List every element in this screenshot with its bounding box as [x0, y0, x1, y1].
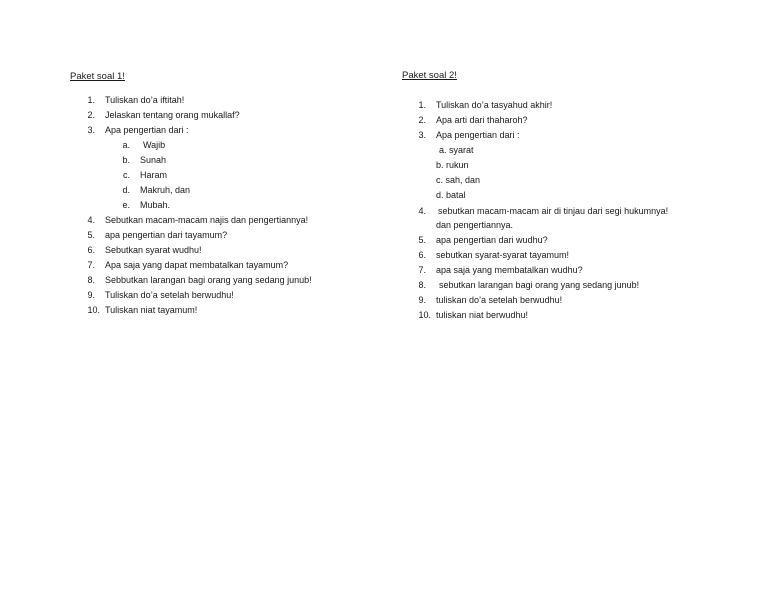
paket-2-title: Paket soal 2!: [402, 70, 457, 81]
paket-soal-2: Paket soal 2! 1. Tuliskan do’a tasyahud akhir! 2. Apa arti dari thaharoh? 3. Apa pengertian dari : a. syarat b. rukun c. sah, dan d. batal 4. sebutkan macam-macam air di tinjau dari segi hukumnya! dan pengertiannya. 5. apa pengertian dari wudhu? 6. sebutkan syarat-syarat tayamum! 7. apa saja yang membatalkan wudhu? 8. sebutkan larangan bagi orang yang sedang junub! 9. tuliskan do’a setelah berwudhu! 10. tuliskan niat berwudhu!: [402, 70, 669, 320]
paket-1-title: Paket soal 1!: [70, 71, 125, 82]
paket-soal-1: Paket soal 1! 1. Tuliskan do’a iftitah! 2. Jelaskan tentang orang mukallaf? 3. Apa pengertian dari : a. Wajib b. Sunah c. Haram d. Makruh, dan e. Mubah. 4. Sebutkan macam-macam najis dan pengertiannya! 5. apa pengertian dari tayamum? 6. Sebutkan syarat wudhu! 7. Apa saja yang dapat membatalkan tayamum? 8. Sebbutkan larangan bagi orang yang sedang junub! 9. Tuliskan do’a setelah berwudhu! 10. Tuliskan niat tayamum!: [70, 71, 312, 315]
